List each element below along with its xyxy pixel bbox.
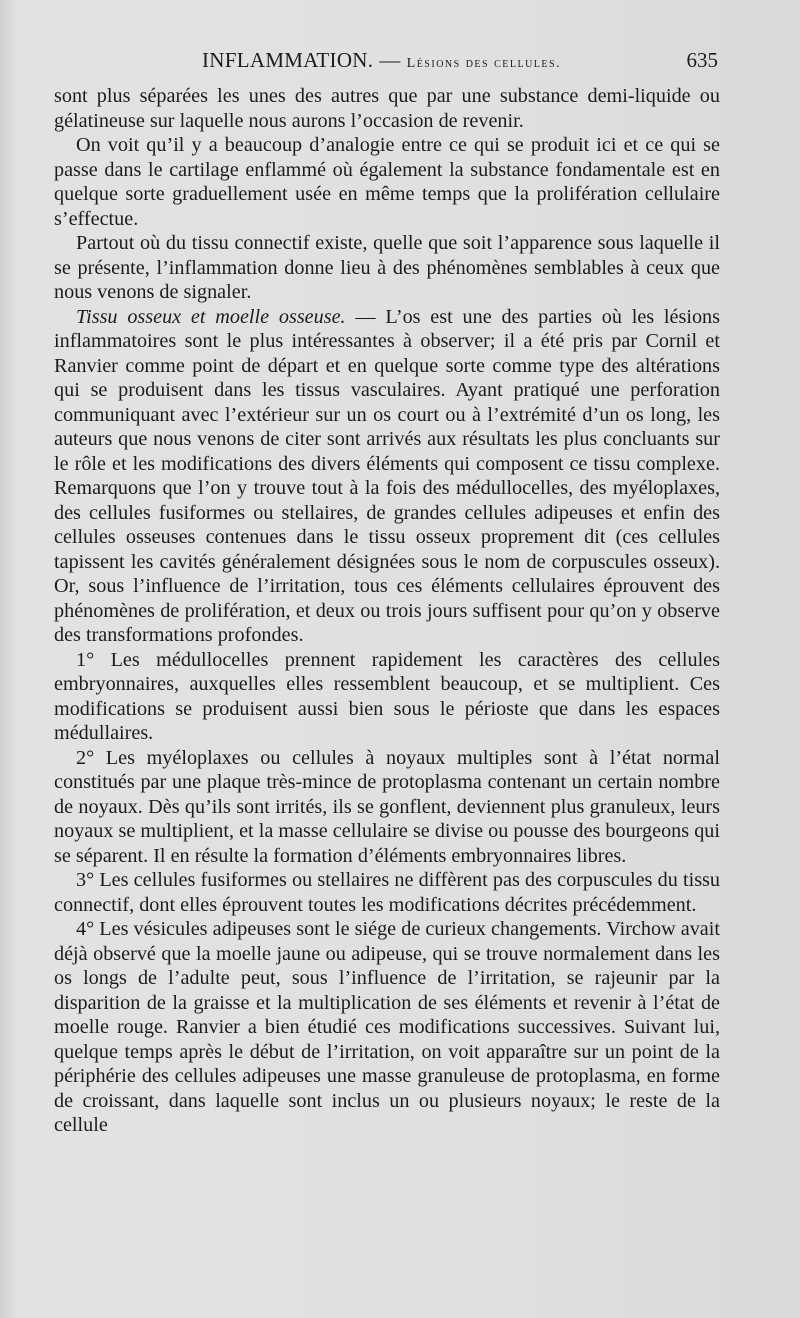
paragraph-6 bbox=[54, 746, 720, 869]
chapter-title: INFLAMMATION. bbox=[202, 48, 374, 72]
paragraph-5 bbox=[54, 648, 720, 746]
paragraph-text: 3° Les cellules fusiformes ou stellaires ne diffèrent pas des corpuscules du tissu connectif, dont elles éprouvent toutes les modifications décrites précédemment. bbox=[54, 869, 720, 916]
paragraph-text: — L’os est une des parties où les lésions inflammatoires sont le plus intéressantes à observer; il a été pris par Cornil et Ranvier comme point de départ et en quelque sorte comme type des altérations qui se produisent dans les tissus vasculaires. Ayant pratiqué une perforation communiquant avec l’extérieur sur un os court ou à l’extrémité d’un os long, les auteurs que nous venons de citer sont arrivés aux résultats les plus concluants sur le rôle et les modifications des divers éléments qui composent ce tissu complexe. Remarquons que l’on y trouve tout à la fois des médullocelles, des myéloplaxes, des cellules fusiformes ou stellaires, de grandes cellules adipeuses et enfin des cellules osseuses contenues dans le tissu osseux proprement dit (ces cellules tapissent les cavités généralement désignées sous le nom de corpuscules osseux). Or, sous l’influence de l’irritation, tous ces éléments cellulaires éprouvent des phénomènes de prolifération, et deux ou trois jours suffisent pour qu’on y observe des transformations profondes. bbox=[54, 305, 721, 646]
running-title bbox=[202, 48, 561, 73]
paragraph-text: Partout où du tissu connectif existe, quelle que soit l’apparence sous laquelle il se présente, l’inflammation donne lieu à des phénomènes semblables à ceux que nous venons de signaler. bbox=[54, 232, 720, 303]
section-heading-italic: Tissu osseux et moelle osseuse. bbox=[76, 305, 346, 328]
paragraph-text: On voit qu’il y a beaucoup d’analogie entre ce qui se produit ici et ce qui se passe dans le cartilage enflammé où également la substance fondamentale est en quelque sorte graduellement usée en même temps que la prolifération cellulaire s’effectue. bbox=[54, 134, 720, 230]
body-text bbox=[54, 84, 720, 1138]
paragraph-7 bbox=[54, 868, 720, 917]
paragraph-1 bbox=[54, 84, 720, 133]
section-subtitle: Lésions des cellules. bbox=[406, 56, 562, 71]
page-number: 635 bbox=[686, 48, 718, 72]
title-separator: — bbox=[379, 48, 401, 72]
paragraph-8 bbox=[54, 917, 720, 1138]
paragraph-text: 2° Les myéloplaxes ou cellules à noyaux multiples sont à l’état normal constitués par une plaque très-mince de protoplasma contenant un certain nombre de noyaux. Dès qu’ils sont irrités, ils se gonflent, deviennent plus granuleux, leurs noyaux se multiplient, et la masse cellulaire se divise ou pousse des bourgeons qui se séparent. Il en résulte la formation d’éléments embryonnaires libres. bbox=[54, 746, 720, 867]
paragraph-3 bbox=[54, 231, 720, 305]
paragraph-2 bbox=[54, 133, 720, 231]
paragraph-4 bbox=[54, 305, 720, 648]
paragraph-text: 4° Les vésicules adipeuses sont le siége de curieux changements. Virchow avait déjà observé que la moelle jaune ou adipeuse, qui se trouve normalement dans les os longs de l’adulte peut, sous l’influence de l’irritation, se rajeunir par la disparition de la graisse et la multiplication de ses éléments et revenir à l’état de moelle rouge. Ranvier a bien étudié ces modifications successives. Suivant lui, quelque temps après le début de l’irritation, on voit apparaître sur un point de la périphérie des cellules adipeuses une masse granuleuse de protoplasma, en forme de croissant, dans laquelle sont inclus un ou plusieurs noyaux; le reste de la cellule bbox=[54, 918, 720, 1136]
running-header bbox=[54, 44, 720, 78]
paragraph-text: 1° Les médullocelles prennent rapidement les caractères des cellules embryonnaires, auxquelles elles ressemblent beaucoup, et se multiplient. Ces modifications se produisent aussi bien sous le périoste que dans les espaces médullaires. bbox=[54, 648, 720, 744]
paragraph-text: sont plus séparées les unes des autres que par une substance demi-liquide ou gélatineuse sur laquelle nous aurons l’occasion de revenir. bbox=[54, 85, 720, 132]
